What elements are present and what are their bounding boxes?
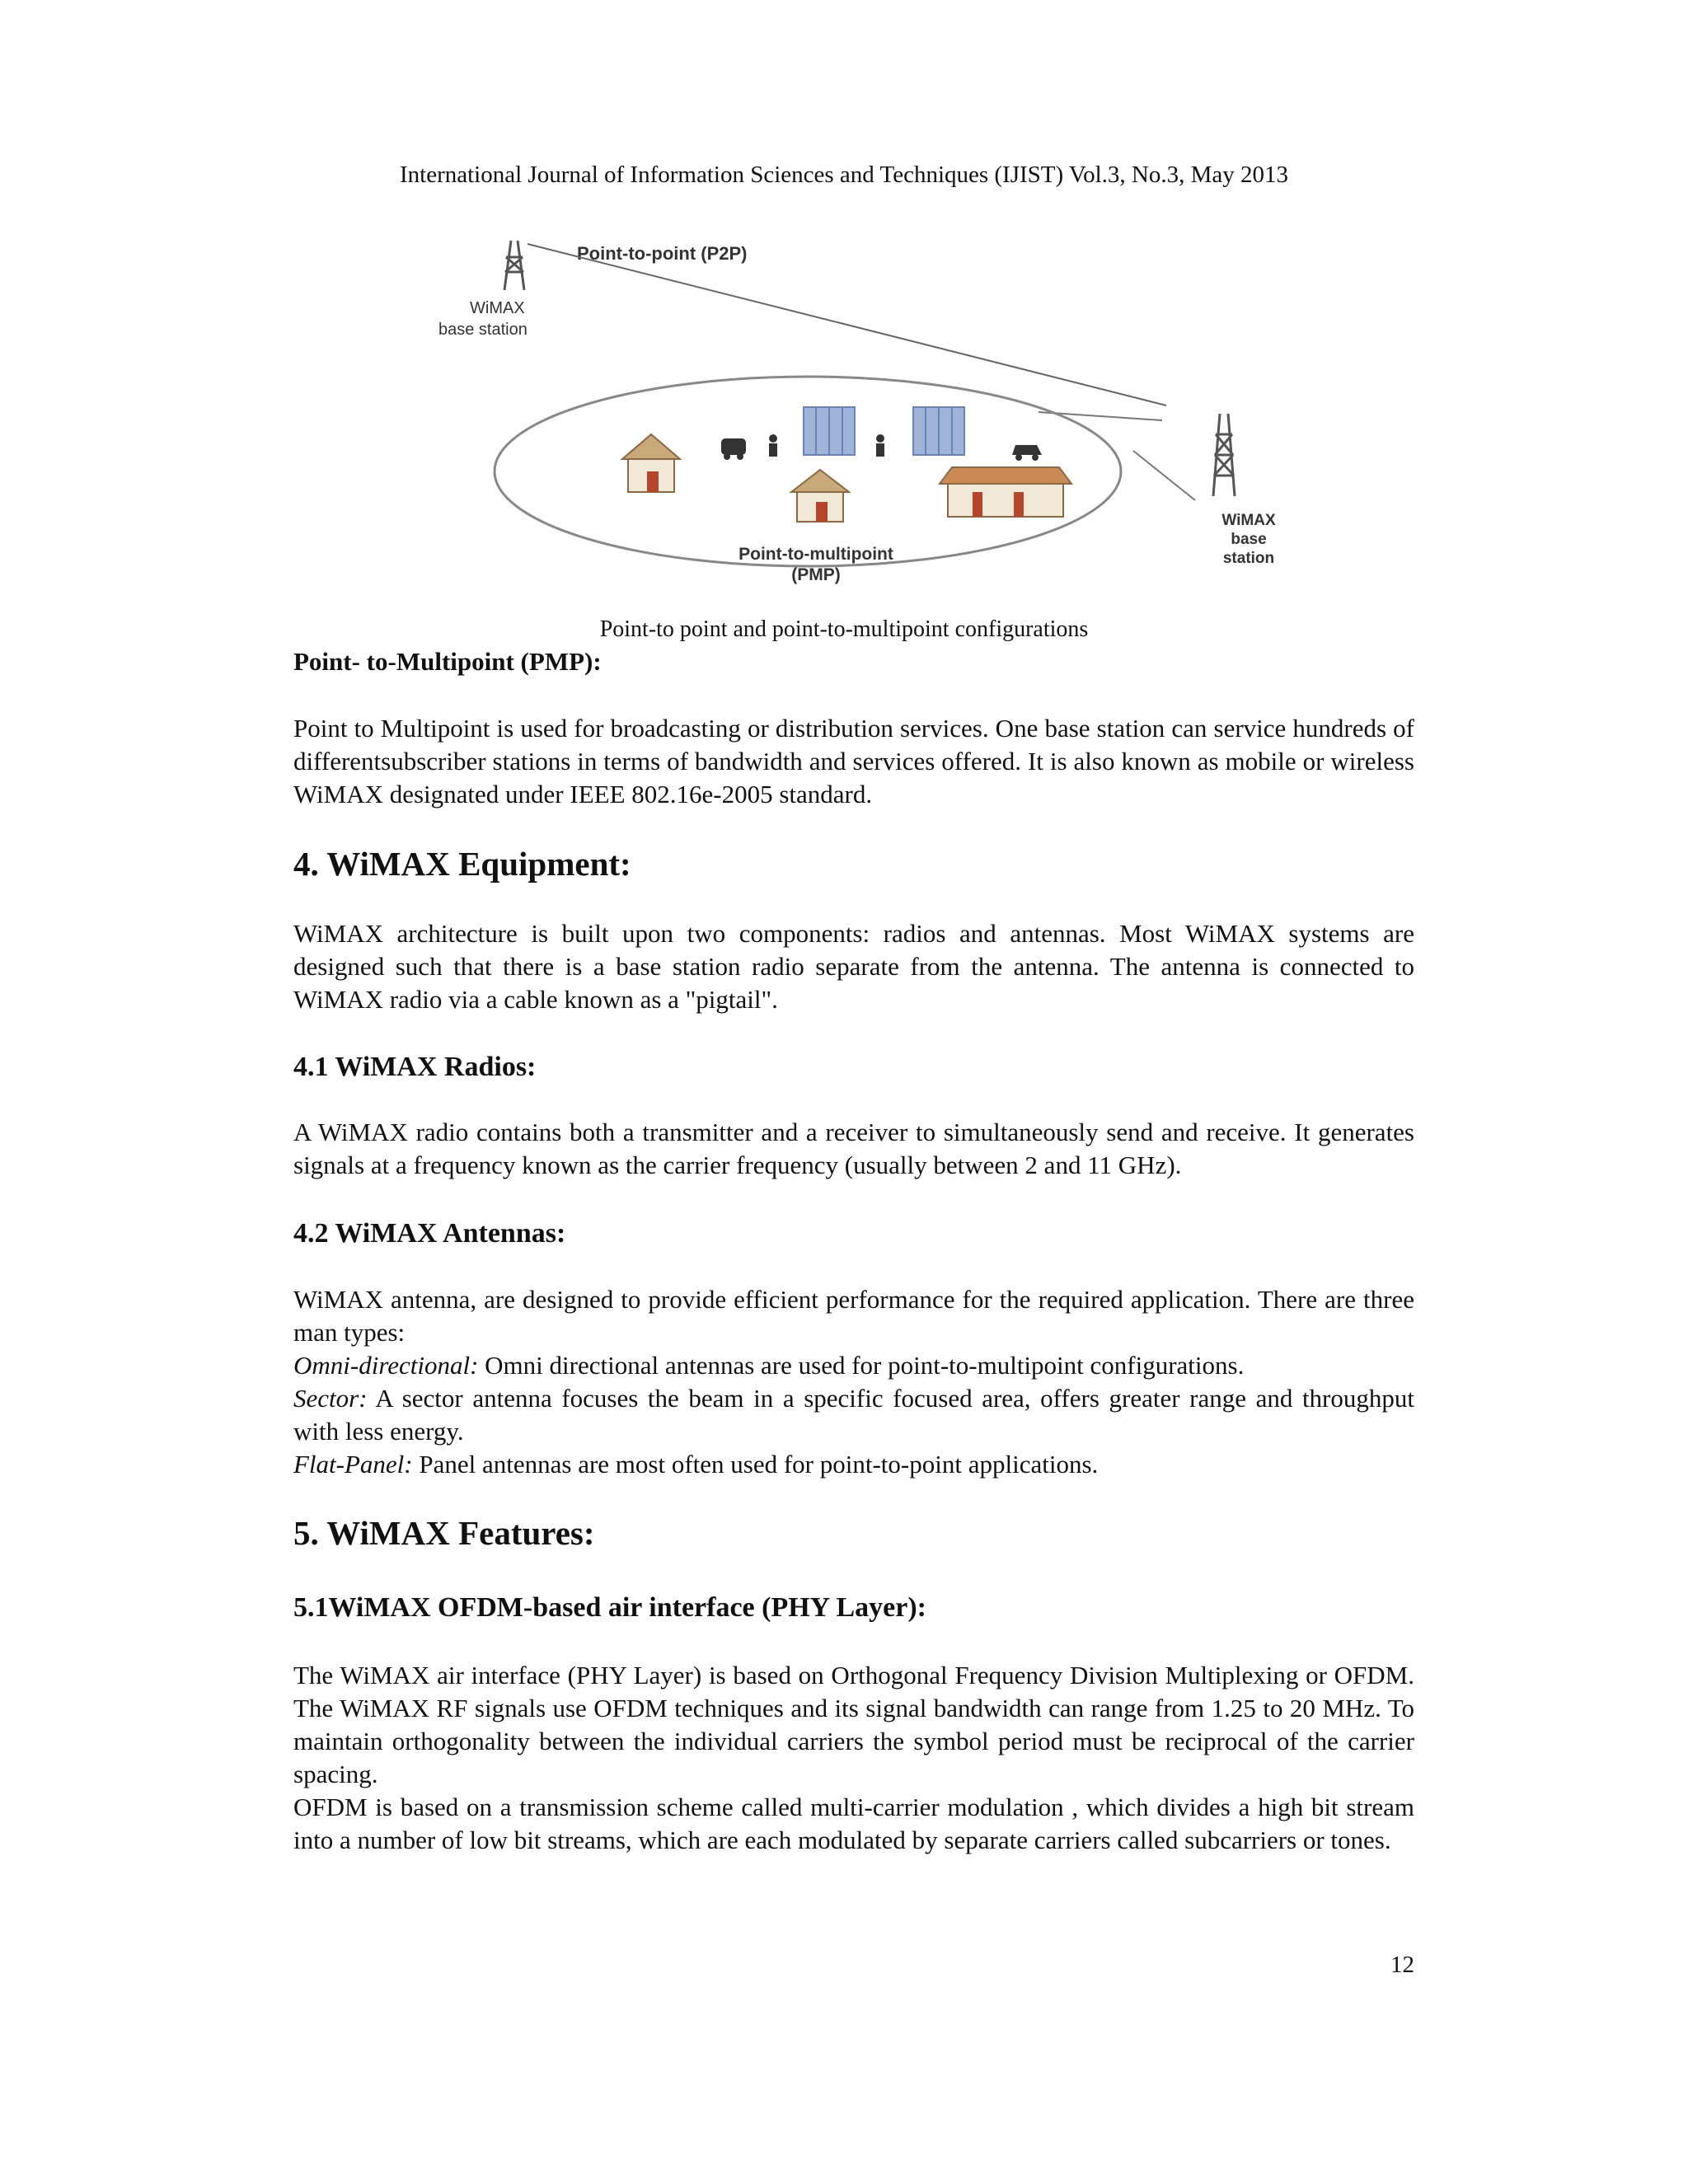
figure-illustration	[404, 224, 1302, 595]
section51-paragraph-2: OFDM is based on a transmission scheme called multi-carrier modulation , which divides a high bit stream into a number of low bit streams, which are each modulated by separate carriers called subcarriers or tones.	[293, 1793, 1414, 1854]
wimax-configuration-figure	[404, 224, 1302, 595]
house-icon	[791, 470, 849, 522]
section5-heading: 5. WiMAX Features:	[293, 1514, 595, 1552]
pmp-heading-text: Point- to-Multipoint (PMP):	[293, 647, 602, 676]
section41-heading: 4.1 WiMAX Radios:	[293, 1052, 537, 1082]
right-station-label-3: station	[1222, 550, 1275, 567]
sector-item	[293, 1382, 1414, 1448]
section4-heading: 4. WiMAX Equipment:	[293, 845, 631, 883]
right-tower-icon	[1213, 414, 1235, 496]
left-tower-icon	[504, 241, 524, 290]
section41-paragraph-block	[293, 1116, 1414, 1182]
sector-text: A sector antenna focuses the beam in a specific focused area, offers greater range and throughput with less energy.	[293, 1384, 1414, 1446]
section41-heading-block	[293, 1050, 1414, 1085]
pmp-heading	[293, 645, 1414, 678]
pmp-link-line-lower	[1133, 451, 1195, 500]
car-icon	[1012, 445, 1042, 461]
flat-term: Flat-Panel:	[293, 1450, 413, 1479]
section5-heading-block	[293, 1513, 1414, 1553]
flat-panel-item	[293, 1448, 1414, 1481]
left-station-label-1: WiMAX	[470, 299, 525, 317]
office-building-icon	[913, 407, 964, 455]
p2p-link-line	[528, 244, 1166, 405]
long-house-icon	[940, 467, 1071, 517]
section42-heading-block	[293, 1216, 1414, 1251]
flat-text: Panel antennas are most often used for point-to-point applications.	[412, 1450, 1099, 1479]
left-station-label-2: base station	[438, 321, 528, 339]
page-number: 12	[1390, 1952, 1414, 1978]
figure-caption: Point-to point and point-to-multipoint configurations	[599, 616, 1089, 642]
section42-paragraph: WiMAX antenna, are designed to provide efficient performance for the required application. There are three man types:	[293, 1285, 1414, 1347]
section42-heading: 4.2 WiMAX Antennas:	[293, 1218, 566, 1249]
section51-body-block	[293, 1659, 1414, 1857]
person-icon	[769, 434, 777, 457]
section42-body-block	[293, 1283, 1414, 1481]
right-station-label-1: WiMAX	[1221, 512, 1276, 529]
p2p-label: Point-to-point (P2P)	[577, 243, 748, 264]
omni-text: Omni directional antennas are used for point-to-multipoint configurations.	[478, 1351, 1245, 1380]
section4-paragraph-block	[293, 917, 1414, 1016]
running-head: International Journal of Information Sciences and Techniques (IJIST) Vol.3, No.3, May 2013	[400, 162, 1288, 188]
sector-term: Sector:	[293, 1384, 368, 1413]
right-station-label-2: base	[1231, 531, 1267, 548]
section51-heading: 5.1WiMAX OFDM-based air interface (PHY Layer):	[293, 1592, 926, 1623]
section41-paragraph: A WiMAX radio contains both a transmitter and a receiver to simultaneously send and receive. It generates signals at a frequency known as the carrier frequency (usually between 2 and 11 GHz).	[293, 1118, 1414, 1179]
pmp-paragraph: Point to Multipoint is used for broadcasting or distribution services. One base station can service hundreds of differentsubscriber stations in terms of bandwidth and services offered. It is also known as mobile or wireless WiMAX designated under IEEE 802.16e-2005 standard.	[293, 714, 1414, 808]
section51-paragraph-1: The WiMAX air interface (PHY Layer) is based on Orthogonal Frequency Division Multiplexing or OFDM. The WiMAX RF signals use OFDM techniques and its signal bandwidth can range from 1.25 to 20 MHz. To maintain orthogonality between the individual carriers the symbol period must be reciprocal of the carrier spacing.	[293, 1661, 1414, 1788]
pmp-label-2: (PMP)	[791, 565, 841, 584]
omni-directional-item	[293, 1349, 1414, 1382]
section4-paragraph: WiMAX architecture is built upon two components: radios and antennas. Most WiMAX systems are designed such that there is a base station radio separate from the antenna. The antenna is connected to WiMAX radio via a cable known as a "pigtail".	[293, 919, 1414, 1014]
person-icon	[876, 434, 884, 457]
pmp-label-1: Point-to-multipoint	[738, 545, 893, 564]
section4-heading-block	[293, 844, 1414, 883]
pmp-paragraph-block	[293, 712, 1414, 811]
house-icon	[622, 434, 680, 492]
omni-term: Omni-directional:	[293, 1351, 479, 1380]
bus-icon	[721, 438, 746, 460]
section51-heading-block	[293, 1591, 1414, 1625]
office-building-icon	[804, 407, 855, 455]
